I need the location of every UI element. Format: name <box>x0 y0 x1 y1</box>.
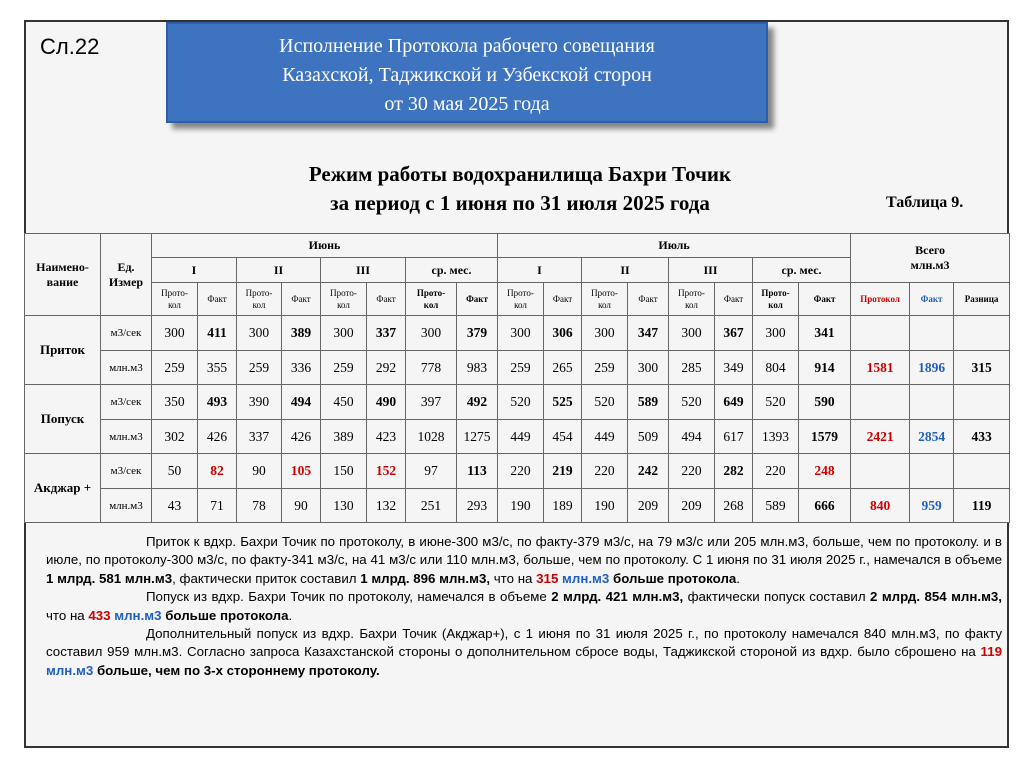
unit-mln: млн.м3 <box>101 351 152 385</box>
cell: 132 <box>367 489 406 523</box>
cell: 300 <box>753 316 799 351</box>
total-diff-cell: 433 <box>954 420 1010 454</box>
cell: 259 <box>498 351 544 385</box>
cell <box>910 385 954 420</box>
cell: 189 <box>544 489 582 523</box>
cell: 525 <box>544 385 582 420</box>
unit-m3s: м3/сек <box>101 385 152 420</box>
protocol-header: Прото- кол <box>237 283 282 316</box>
cell: 379 <box>457 316 498 351</box>
total-protocol-cell: 840 <box>851 489 910 523</box>
cell: 209 <box>669 489 715 523</box>
cell: 341 <box>799 316 851 351</box>
cell: 300 <box>321 316 367 351</box>
cell: 300 <box>498 316 544 351</box>
fact-header: Факт <box>198 283 237 316</box>
cell: 449 <box>498 420 544 454</box>
total-diff-cell: 315 <box>954 351 1010 385</box>
cell: 43 <box>152 489 198 523</box>
cell: 520 <box>669 385 715 420</box>
cell: 220 <box>498 454 544 489</box>
cell: 492 <box>457 385 498 420</box>
cell: 90 <box>282 489 321 523</box>
cell: 804 <box>753 351 799 385</box>
total-diff-header: Разница <box>954 283 1010 316</box>
cell: 300 <box>628 351 669 385</box>
total-protocol-cell: 2421 <box>851 420 910 454</box>
july-decade-1: I <box>498 258 582 283</box>
banner-line-3: от 30 мая 2025 года <box>384 93 550 115</box>
cell: 423 <box>367 420 406 454</box>
cell: 426 <box>198 420 237 454</box>
fact-header: Факт <box>367 283 406 316</box>
cell <box>851 316 910 351</box>
note-additional-release: Дополнительный попуск из вдхр. Бахри Точик (Акджар+), с 1 июня по 31 июля 2025 г., по протоколу намечался 840 млн.м3, по факту составил 959 млн.м3. Согласно запроса Казахстанской стороны о дополнительном сбросе воды, Таджикской стороной из вдхр. было сброшено на 119 млн.м3 больше, чем по 3-х стороннему протоколу. <box>46 626 1002 678</box>
protocol-header: Прото- кол <box>498 283 544 316</box>
cell: 220 <box>669 454 715 489</box>
cell: 1275 <box>457 420 498 454</box>
cell: 589 <box>628 385 669 420</box>
cell: 509 <box>628 420 669 454</box>
protocol-header: Прото- кол <box>582 283 628 316</box>
cell: 914 <box>799 351 851 385</box>
unit-mln: млн.м3 <box>101 420 152 454</box>
banner-line-2: Казахской, Таджикской и Узбекской сторон <box>282 64 652 86</box>
june-avg: ср. мес. <box>406 258 498 283</box>
cell: 520 <box>498 385 544 420</box>
cell: 1579 <box>799 420 851 454</box>
cell: 285 <box>669 351 715 385</box>
cell: 282 <box>715 454 753 489</box>
cell: 152 <box>367 454 406 489</box>
cell <box>910 454 954 489</box>
cell: 397 <box>406 385 457 420</box>
cell: 78 <box>237 489 282 523</box>
cell: 190 <box>498 489 544 523</box>
cell: 494 <box>669 420 715 454</box>
cell: 248 <box>799 454 851 489</box>
cell: 220 <box>753 454 799 489</box>
cell: 71 <box>198 489 237 523</box>
unit-mln: млн.м3 <box>101 489 152 523</box>
cell: 300 <box>237 316 282 351</box>
header-july: Июль <box>498 234 851 258</box>
total-fact-cell: 2854 <box>910 420 954 454</box>
cell <box>851 454 910 489</box>
row-name-release: Попуск <box>25 385 101 454</box>
header-june: Июнь <box>152 234 498 258</box>
cell: 590 <box>799 385 851 420</box>
table-heading <box>180 160 860 218</box>
cell: 97 <box>406 454 457 489</box>
cell <box>910 316 954 351</box>
cell: 649 <box>715 385 753 420</box>
cell: 389 <box>321 420 367 454</box>
title-banner <box>166 22 768 123</box>
cell: 150 <box>321 454 367 489</box>
total-protocol-header: Протокол <box>851 283 910 316</box>
fact-header: Факт <box>457 283 498 316</box>
banner-line-1: Исполнение Протокола рабочего совещания <box>279 35 655 57</box>
cell: 389 <box>282 316 321 351</box>
cell: 292 <box>367 351 406 385</box>
note-inflow: Приток к вдхр. Бахри Точик по протоколу, в июне-300 м3/с, по факту-379 м3/с, на 79 м3/с или 205 млн.м3, больше, чем по протоколу. и в июле, по протоколу-300 м3/с, по факту-341 м3/с, на 41 м3/с или 110 млн.м3, больше, чем по протоколу. С 1 июня по 31 июля 2025 г., намечался в объеме 1 млрд. 581 млн.м3, фактически приток составил 1 млрд. 896 млн.м3, что на 315 млн.м3 больше протокола. <box>46 534 1002 586</box>
cell: 367 <box>715 316 753 351</box>
protocol-header: Прото- кол <box>669 283 715 316</box>
cell: 449 <box>582 420 628 454</box>
cell: 113 <box>457 454 498 489</box>
cell: 130 <box>321 489 367 523</box>
header-total: Всего млн.м3 <box>851 234 1010 283</box>
cell <box>851 385 910 420</box>
total-diff-cell: 119 <box>954 489 1010 523</box>
cell: 337 <box>367 316 406 351</box>
cell: 666 <box>799 489 851 523</box>
table-heading-line-1: Режим работы водохранилища Бахри Точик <box>308 162 732 186</box>
cell: 220 <box>582 454 628 489</box>
cell: 1028 <box>406 420 457 454</box>
cell <box>954 454 1010 489</box>
cell <box>954 316 1010 351</box>
reservoir-table <box>24 233 1010 523</box>
row-name-akdzhar: Акджар + <box>25 454 101 523</box>
protocol-header: Прото- кол <box>321 283 367 316</box>
cell: 390 <box>237 385 282 420</box>
cell: 268 <box>715 489 753 523</box>
cell: 50 <box>152 454 198 489</box>
fact-header: Факт <box>628 283 669 316</box>
cell: 251 <box>406 489 457 523</box>
cell: 259 <box>582 351 628 385</box>
cell: 617 <box>715 420 753 454</box>
cell: 490 <box>367 385 406 420</box>
cell: 242 <box>628 454 669 489</box>
june-decade-2: II <box>237 258 321 283</box>
cell: 302 <box>152 420 198 454</box>
row-name-inflow: Приток <box>25 316 101 385</box>
cell: 336 <box>282 351 321 385</box>
cell: 355 <box>198 351 237 385</box>
table-heading-line-2: за период с 1 июня по 31 июля 2025 года <box>330 191 710 215</box>
cell: 493 <box>198 385 237 420</box>
cell: 350 <box>152 385 198 420</box>
june-decade-1: I <box>152 258 237 283</box>
total-fact-cell: 1896 <box>910 351 954 385</box>
cell: 259 <box>152 351 198 385</box>
cell: 411 <box>198 316 237 351</box>
cell: 494 <box>282 385 321 420</box>
header-unit: Ед. Измер <box>101 234 152 316</box>
cell <box>954 385 1010 420</box>
cell: 209 <box>628 489 669 523</box>
header-name: Наимено- вание <box>25 234 101 316</box>
total-fact-header: Факт <box>910 283 954 316</box>
cell: 105 <box>282 454 321 489</box>
cell: 259 <box>321 351 367 385</box>
cell: 300 <box>152 316 198 351</box>
cell: 300 <box>406 316 457 351</box>
fact-header: Факт <box>715 283 753 316</box>
cell: 1393 <box>753 420 799 454</box>
unit-m3s: м3/сек <box>101 316 152 351</box>
july-decade-3: III <box>669 258 753 283</box>
cell: 347 <box>628 316 669 351</box>
table-number: Таблица 9. <box>886 194 964 211</box>
cell: 259 <box>237 351 282 385</box>
fact-header: Факт <box>544 283 582 316</box>
cell: 306 <box>544 316 582 351</box>
cell: 337 <box>237 420 282 454</box>
cell: 300 <box>669 316 715 351</box>
july-avg: ср. мес. <box>753 258 851 283</box>
cell: 90 <box>237 454 282 489</box>
cell: 426 <box>282 420 321 454</box>
cell: 589 <box>753 489 799 523</box>
cell: 454 <box>544 420 582 454</box>
cell: 778 <box>406 351 457 385</box>
cell: 520 <box>753 385 799 420</box>
cell: 983 <box>457 351 498 385</box>
unit-m3s: м3/сек <box>101 454 152 489</box>
total-protocol-cell: 1581 <box>851 351 910 385</box>
notes-text <box>46 533 1002 680</box>
protocol-header: Прото- кол <box>406 283 457 316</box>
protocol-header: Прото- кол <box>753 283 799 316</box>
cell: 349 <box>715 351 753 385</box>
cell: 300 <box>582 316 628 351</box>
fact-header: Факт <box>799 283 851 316</box>
cell: 450 <box>321 385 367 420</box>
cell: 265 <box>544 351 582 385</box>
note-release: Попуск из вдхр. Бахри Точик по протоколу, намечался в объеме 2 млрд. 421 млн.м3, фактически попуск составил 2 млрд. 854 млн.м3, что на 433 млн.м3 больше протокола. <box>46 589 1002 623</box>
july-decade-2: II <box>582 258 669 283</box>
slide-number: Сл.22 <box>40 34 100 59</box>
cell: 190 <box>582 489 628 523</box>
protocol-header: Прото- кол <box>152 283 198 316</box>
cell: 82 <box>198 454 237 489</box>
fact-header: Факт <box>282 283 321 316</box>
total-fact-cell: 959 <box>910 489 954 523</box>
cell: 293 <box>457 489 498 523</box>
cell: 219 <box>544 454 582 489</box>
cell: 520 <box>582 385 628 420</box>
june-decade-3: III <box>321 258 406 283</box>
